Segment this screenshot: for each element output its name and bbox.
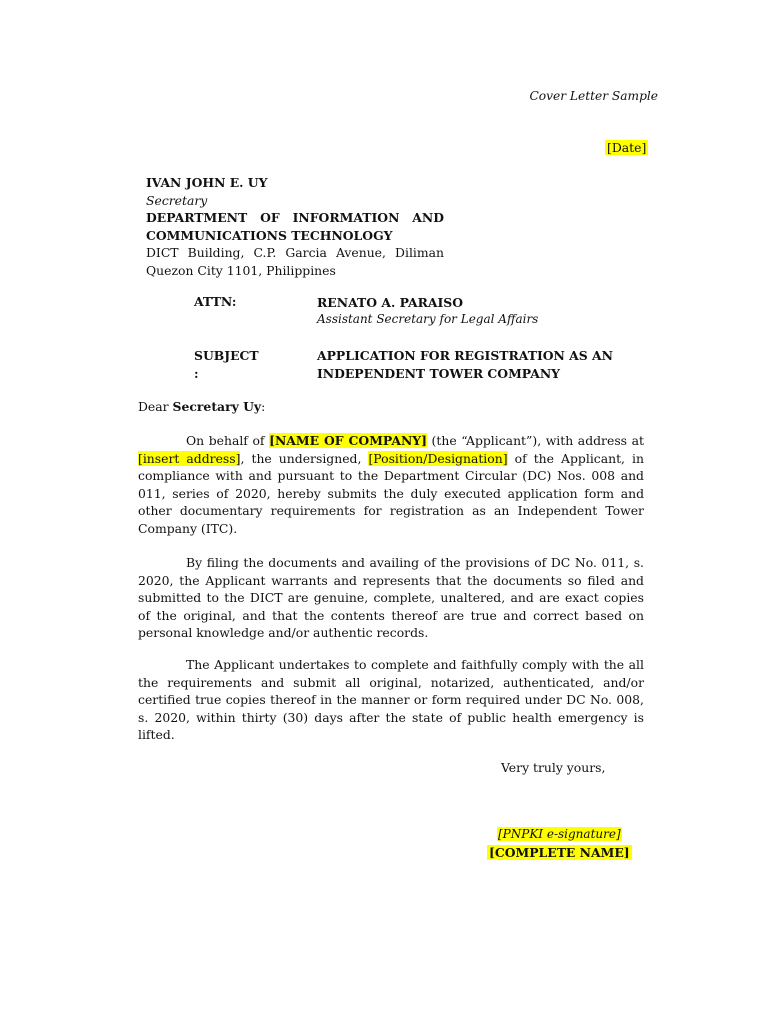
p1-text-1: On behalf of [186,433,270,448]
salutation-prefix: Dear [138,399,173,414]
addressee-block [146,174,444,279]
address-line1: DICT Building, C.P. Garcia Avenue, Diliman [146,245,444,260]
addressee-name: IVAN JOHN E. UY [146,175,268,190]
department-line2: COMMUNICATIONS TECHNOLOGY [146,227,393,243]
subject-line1: APPLICATION FOR REGISTRATION AS AN [317,348,613,363]
p1-text-4: of the Applicant, in compliance with and pursuant to the Department Circular (DC) Nos. 008 and 011, series of 2020, hereby submits the duly executed application form and other documentary requirements for registration as an Independent Tower Company (ITC). [138,450,644,536]
attn-name: RENATO A. PARAISO [317,295,464,310]
subject-label [194,347,264,382]
attn-position: Assistant Secretary for Legal Affairs [317,312,539,326]
subject-label-text: SUBJECT [194,348,259,363]
salutation-suffix: : [261,399,266,414]
addressee-title: Secretary [146,192,208,208]
company-name-placeholder: [NAME OF COMPANY] [269,433,427,448]
position-placeholder: [Position/Designation] [368,450,508,466]
paragraph-2: By filing the documents and availing of the provisions of DC No. 011, s. 2020, the Applicant warrants and represents that the documents so filed and submitted to the DICT are genuine, complete, unaltered, and are exact copies of the original, and that the contents thereof are true and correct based on personal knowledge and/or authentic records. [138,555,644,641]
address-line2: Quezon City 1101, Philippines [146,262,336,278]
paragraph-3: The Applicant undertakes to complete and faithfully comply with the all the requirements and submit all original, notarized, authenticated, and/or certified true copies thereof in the manner or form required under DC No. 008, s. 2020, within thirty (30) days after the state of public health emergency is lifted. [138,657,644,743]
p1-text-3: , the undersigned, [240,450,369,466]
salutation-name: Secretary Uy [172,399,262,414]
salutation [138,399,265,414]
attn-label: ATTN: [194,294,237,309]
department-line1: DEPARTMENT OF INFORMATION AND [146,210,444,225]
subject-colon: : [194,365,199,381]
paragraph-1 [138,432,644,538]
document-label: Cover Letter Sample [529,89,658,103]
date-placeholder: [Date] [607,140,647,155]
esignature-placeholder: [PNPKI e-signature] [498,827,621,841]
complete-name-placeholder: [COMPLETE NAME] [489,845,630,860]
p1-text-2: (the “Applicant”), with address at [426,433,644,448]
closing: Very truly yours, [501,760,606,775]
address-placeholder: [insert address] [138,450,241,466]
subject-line2: INDEPENDENT TOWER COMPANY [317,365,561,381]
subject-text [317,347,617,382]
